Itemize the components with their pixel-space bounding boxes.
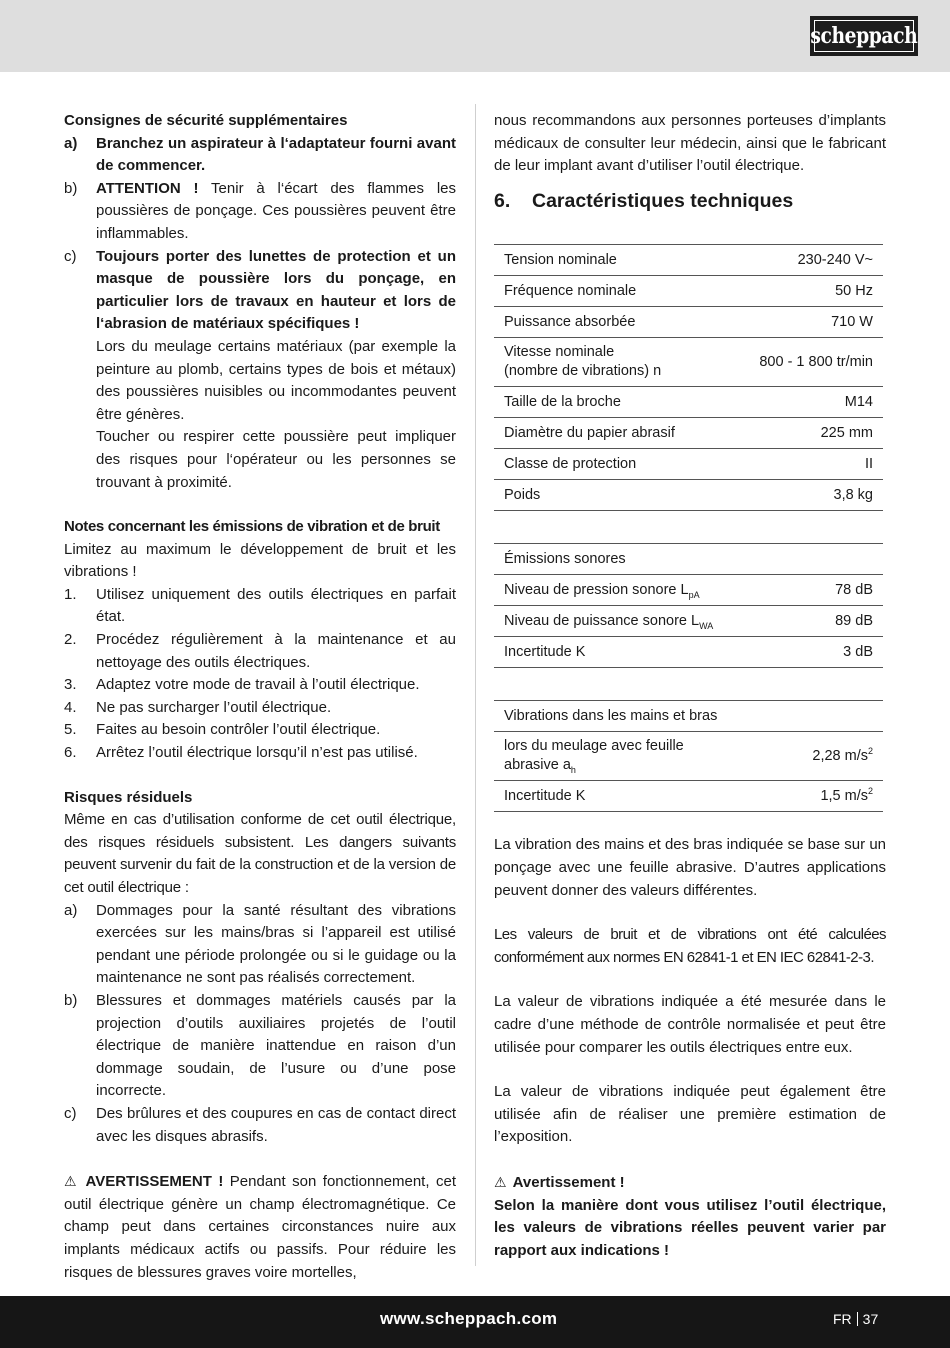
- safety-item-c-text1: Lors du meulage certains matériaux (par exemple la peinture au plomb, certains types de bois et métaux) des poussières nuisibles ou incommodantes peuvent être génères.: [96, 337, 456, 423]
- vibration-row1-value: 2,28 m/s: [812, 747, 868, 764]
- risk-list-item: b) Blessures et dommages matériels causés par la projection d’outils auxiliaires projetés de l’outil électrique de manière inattendue en raison d’un dommage soudain, de l’usure ou d’une pose incorrecte.: [64, 990, 456, 1103]
- notes-list-item: 1. Utilisez uniquement des outils électriques en parfait état.: [64, 584, 456, 629]
- vibration-row: lors du meulage avec feuille abrasive $a_h$ 2,28 $m/s^2$: [494, 732, 883, 781]
- vibration-warning-heading: ⚠ Avertissement !: [494, 1171, 886, 1195]
- attention-label: ATTENTION !: [96, 179, 199, 197]
- sound-label: Niveau de puissance sonore $L_{WA}$: [494, 606, 805, 637]
- language-code: FR: [833, 1311, 852, 1327]
- spec-label: Diamètre du papier abrasif: [494, 418, 723, 449]
- safety-item-c: c) Toujours porter des lunettes de protection et un masque de poussière lors du ponçage, en particulier lors de travaux en hauteur et lors de l‘abrasion de matériaux spécifiques ! Lors du meulage certains matériaux (par exemple la peinture au plomb, certains types de bois et métaux) des poussières nuisibles ou incommodantes peuvent être génères. Toucher ou respirer cette poussière peut impliquer des risques pour l‘opérateur ou les personnes se trouvant à proximité.: [64, 246, 456, 495]
- spec-value: 50 Hz: [723, 276, 883, 307]
- spec-value: 230-240 V~: [723, 245, 883, 276]
- logo-text: scheppach: [810, 23, 918, 49]
- spec-label: Poids: [494, 480, 723, 511]
- page-indicator: [833, 1311, 878, 1327]
- spec-label: Taille de la broche: [494, 387, 723, 418]
- sound-value: 89 dB: [805, 606, 883, 637]
- risks-list: [64, 900, 456, 1149]
- spec-value: II: [723, 449, 883, 480]
- left-column: [64, 110, 456, 1284]
- sound-value: 3 dB: [805, 637, 883, 668]
- spec-value: M14: [723, 387, 883, 418]
- footer-bar: [0, 1296, 950, 1348]
- notes-list-item-text: Adaptez votre mode de travail à l’outil électrique.: [96, 676, 420, 694]
- warning-icon: ⚠: [494, 1173, 507, 1190]
- spec-value: 710 W: [723, 307, 883, 338]
- vibration-title-row: [494, 701, 883, 732]
- spec-value: 3,8 kg: [723, 480, 883, 511]
- spec-row: [494, 338, 883, 387]
- sound-row: [494, 575, 883, 606]
- spec-label: Tension nominale: [494, 245, 723, 276]
- sound-label: Incertitude K: [494, 637, 805, 668]
- safety-item-c-text2: Toucher ou respirer cette poussière peut impliquer des risques pour l‘opérateur ou les personnes se trouvant à proximité.: [96, 428, 456, 491]
- vibration-row2-value: 1,5 m/s: [820, 787, 868, 804]
- sound-table: [494, 543, 883, 668]
- risk-list-item: a) Dommages pour la santé résultant des vibrations exercées sur les mains/bras si l’appareil est utilisé pendant une période prolongée ou si le guidage ou la maintenance ne sont pas réalisés correctement.: [64, 900, 456, 990]
- safety-heading: Consignes de sécurité supplémentaires: [64, 112, 348, 129]
- section-number: 6.: [494, 189, 511, 212]
- emf-warning-text: Pendant son fonctionnement, cet outil électrique génère un champ électromagnétique. Ce champ peut dans certaines circonstances nuire aux implants médicaux actifs ou passifs. Pour réduire les risques de blessures graves voire mortelles,: [64, 1173, 456, 1281]
- notes-list: [64, 584, 456, 765]
- notes-list-item-text: Utilisez uniquement des outils électriques en parfait état.: [96, 585, 456, 626]
- spec-row: [494, 387, 883, 418]
- spec-label: Fréquence nominale: [494, 276, 723, 307]
- page-number: 37: [862, 1311, 879, 1327]
- notes-list-item-text: Ne pas surcharger l’outil électrique.: [96, 698, 332, 716]
- spec-label: Classe de protection: [494, 449, 723, 480]
- column-divider: [475, 104, 476, 1266]
- safety-item-a-text: Branchez un aspirateur à l‘adaptateur fourni avant de commencer.: [96, 134, 456, 175]
- notes-list-item-text: Procédez régulièrement à la maintenance et au nettoyage des outils électriques.: [96, 631, 456, 671]
- header-bar: [0, 0, 950, 72]
- sound-title: Émissions sonores: [494, 544, 883, 575]
- risk-list-item-text: Des brûlures et des coupures en cas de contact direct avec les disques abrasifs.: [96, 1104, 456, 1145]
- spec-value: 225 mm: [723, 418, 883, 449]
- risk-list-item-text: Blessures et dommages matériels causés par la projection d’outils auxiliaires projetés de l’outil électrique de manière inattendue en raison d’un dommage soudain, de l’usure ou d’une pose incorrecte.: [96, 991, 456, 1100]
- vibration-note-2: Les valeurs de bruit et de vibrations ont été calculées conformément aux normes EN 62841-1 et EN IEC 62841-2-3.: [494, 926, 886, 966]
- vibration-row: Incertitude K 1,5 $m/s^2$: [494, 781, 883, 812]
- vibration-warning-text: Selon la manière dont vous utilisez l’outil électrique, les valeurs de vibrations réelles peuvent varier par rapport aux indications !: [494, 1196, 886, 1259]
- spec-value: 800 - 1 800 tr/min: [723, 338, 883, 387]
- sound-row: [494, 637, 883, 668]
- notes-heading: Notes concernant les émissions de vibration et de bruit: [64, 518, 440, 536]
- notes-list-item-text: Faites au besoin contrôler l’outil électrique.: [96, 721, 381, 739]
- vibration-note-3: La valeur de vibrations indiquée a été mesurée dans le cadre d’une méthode de contrôle normalisée et peut être utilisée pour comparer les outils électriques entre eux.: [494, 993, 886, 1056]
- spec-label: Puissance absorbée: [494, 307, 723, 338]
- risk-list-item: c) Des brûlures et des coupures en cas de contact direct avec les disques abrasifs.: [64, 1103, 456, 1148]
- notes-list-item: 5. Faites au besoin contrôler l’outil électrique.: [64, 719, 456, 742]
- notes-intro: Limitez au maximum le développement de bruit et les vibrations !: [64, 540, 456, 581]
- notes-list-item: 4. Ne pas surcharger l’outil électrique.: [64, 697, 456, 720]
- implant-continuation: nous recommandons aux personnes porteuses d’implants médicaux de consulter leur médecin, ainsi que le fabricant de leur implant avant d’utiliser l’outil électrique.: [494, 112, 886, 175]
- notes-list-item: 2. Procédez régulièrement à la maintenance et au nettoyage des outils électriques.: [64, 629, 456, 674]
- spec-row: [494, 449, 883, 480]
- right-column: [494, 110, 886, 1262]
- section-heading: [494, 190, 886, 213]
- brand-logo: [810, 16, 918, 56]
- spec-label: Vitesse nominale (nombre de vibrations) n: [494, 338, 723, 387]
- vibration-row2-label: Incertitude K: [494, 781, 771, 812]
- spec-row: [494, 480, 883, 511]
- safety-item-a: a) Branchez un aspirateur à l‘adaptateur fourni avant de commencer.: [64, 133, 456, 178]
- risks-intro: Même en cas d’utilisation conforme de cet outil électrique, des risques résiduels subsistent. Les dangers suivants peuvent survenir du fait de la construction et de la version de cet outil électrique :: [64, 811, 456, 896]
- website-link[interactable]: www.scheppach.com: [380, 1309, 558, 1328]
- emf-warning: [64, 1170, 456, 1284]
- vibration-note-4: La valeur de vibrations indiquée peut également être utilisée afin de réaliser une première estimation de l’exposition.: [494, 1083, 886, 1146]
- spec-table: [494, 244, 883, 511]
- sound-title-row: [494, 544, 883, 575]
- notes-list-item: 6. Arrêtez l’outil électrique lorsqu’il n’est pas utilisé.: [64, 742, 456, 765]
- notes-list-item-text: Arrêtez l’outil électrique lorsqu’il n’est pas utilisé.: [96, 744, 418, 762]
- vibration-row1-label: lors du meulage avec feuille: [504, 738, 684, 755]
- spec-row: [494, 276, 883, 307]
- safety-item-b: b) ATTENTION ! Tenir à l‘écart des flammes les poussières de ponçage. Ces poussières peuvent être inflammables.: [64, 179, 456, 242]
- safety-item-b-text: Tenir à l‘écart des flammes les poussières de ponçage. Ces poussières peuvent être inflammables.: [96, 179, 456, 242]
- spec-row: [494, 418, 883, 449]
- sound-label: Niveau de pression sonore $L_{pA}$: [494, 575, 805, 606]
- spec-row: [494, 245, 883, 276]
- section-title: Caractéristiques techniques: [532, 189, 794, 212]
- emf-warning-label: AVERTISSEMENT !: [85, 1173, 224, 1191]
- safety-item-c-bold: Toujours porter des lunettes de protection et un masque de poussière lors du ponçage, en particulier lors de travaux en hauteur et lors de l‘abrasion de matériaux spécifiques !: [96, 247, 456, 333]
- risks-heading: Risques résiduels: [64, 788, 193, 806]
- notes-list-item: 3. Adaptez votre mode de travail à l’outil électrique.: [64, 674, 456, 697]
- warning-icon: ⚠: [64, 1173, 77, 1190]
- vibration-note-1: La vibration des mains et des bras indiquée se base sur un ponçage avec une feuille abrasive. D’autres applications peuvent donner des valeurs différentes.: [494, 836, 886, 899]
- sound-value: 78 dB: [805, 575, 883, 606]
- spec-row: [494, 307, 883, 338]
- risk-list-item-text: Dommages pour la santé résultant des vibrations exercées sur les mains/bras si l’appareil est utilisé pendant une période prolongée ou si le guidage ou la maintenance ne sont pas réalisés correctement.: [96, 901, 456, 987]
- vibration-table: [494, 700, 883, 812]
- sound-row: [494, 606, 883, 637]
- vibration-title: Vibrations dans les mains et bras: [494, 701, 883, 732]
